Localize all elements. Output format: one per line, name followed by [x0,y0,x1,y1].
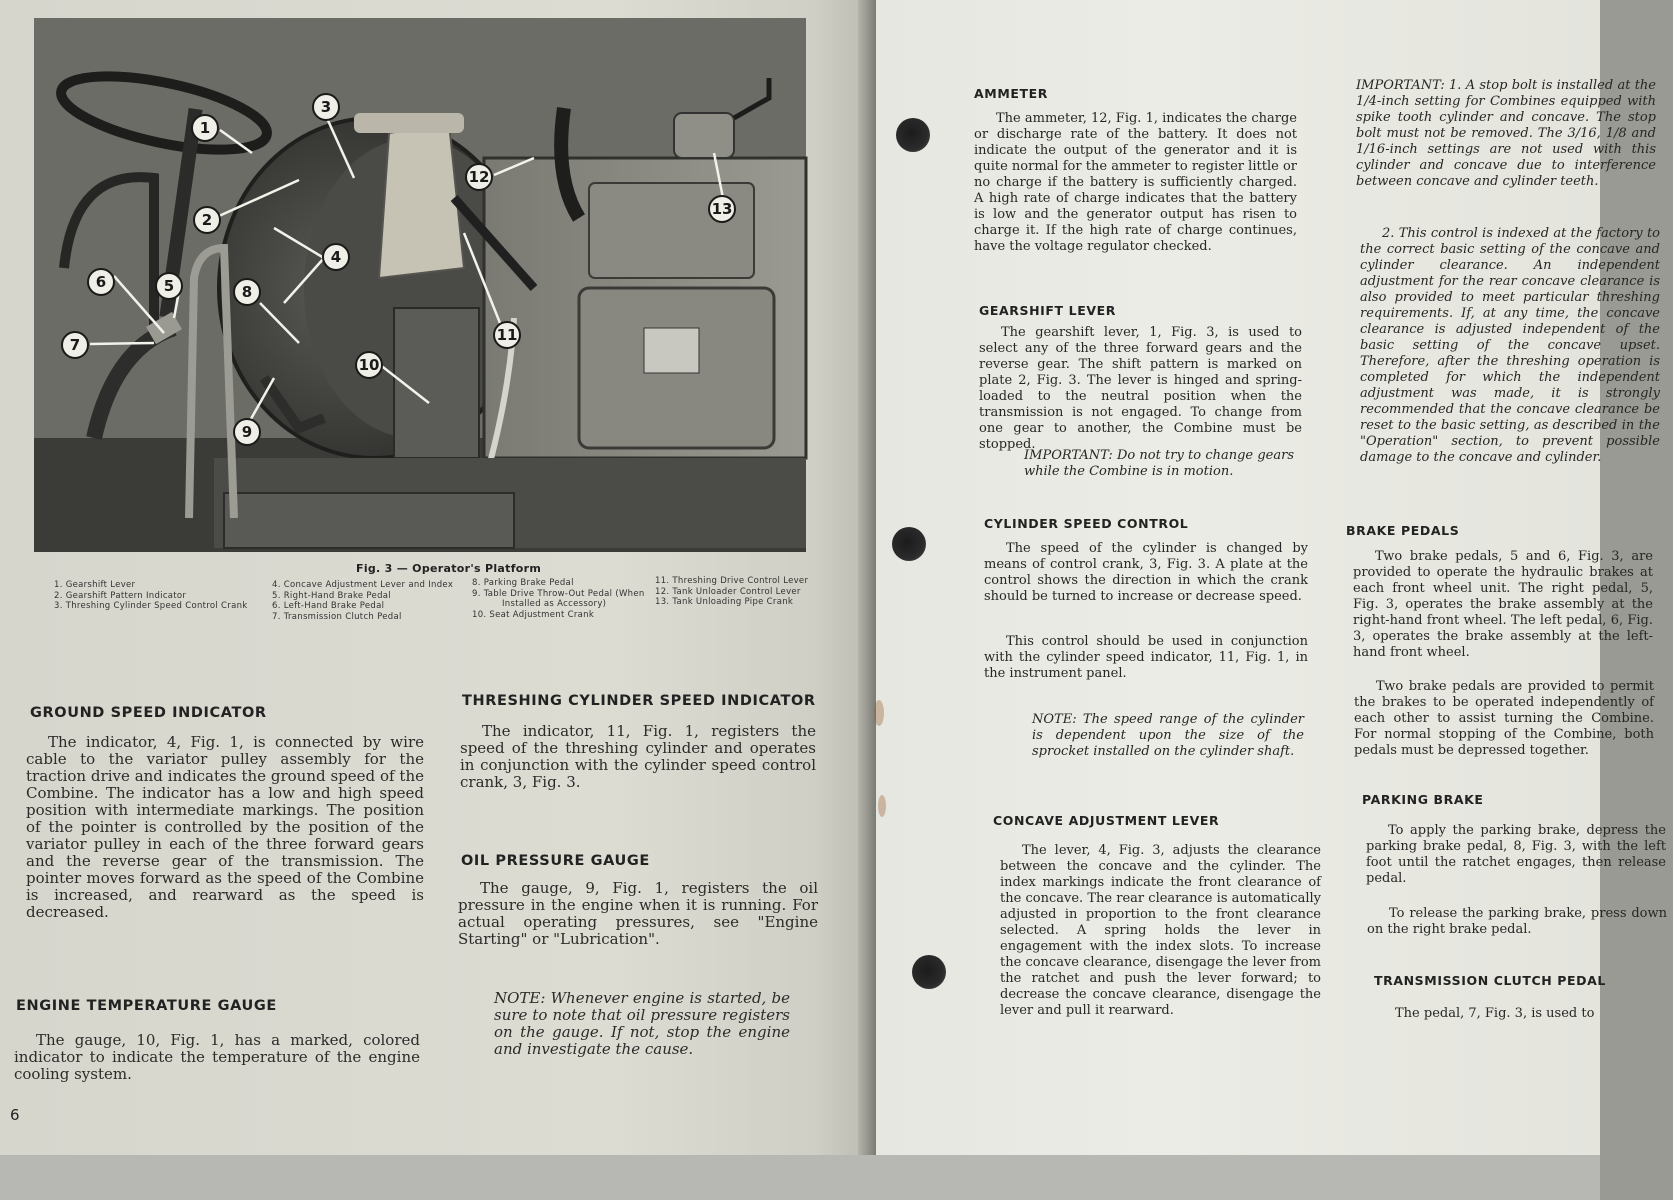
oil-pressure-text: The gauge, 9, Fig. 1, registers the oil pressure in the engine when it is running. For actual operating pressures, see "Engine Starting" or "Lubrication". [458,879,818,948]
callout-6: 6 [87,268,115,296]
parking-brake-text-2: To release the parking brake, press down on the right brake pedal. [1367,906,1667,937]
callout-1: 1 [191,114,219,142]
brake-pedals-text-2: Two brake pedals are provided to permit the brakes to be operated independently of each other to assist turning the Combine. For normal stopping of the Combine, both pedals must be depressed together. [1354,679,1654,758]
callout-9: 9 [233,418,261,446]
binder-hole [892,527,926,561]
ground-speed-text: The indicator, 4, Fig. 1, is connected by wire cable to the variator pulley assembly for the traction drive and indicates the ground speed of the Combine. The indicator has a low and high speed position with intermediate markings. The position of the pointer is controlled by the position of the variator pulley in each of the three forward gears and the reverse gear of the transmission. The pointer moves forward as the speed of the Combine is increased, and rearward as the speed is decreased. [26,733,424,921]
binder-hole [912,955,946,989]
cylinder-speed-text-1: The speed of the cylinder is changed by means of control crank, 3, Fig. 3. A plate at the control shows the direction in which the crank should be turned to increase or decrease speed. [984,541,1308,604]
parking-brake-heading: PARKING BRAKE [1362,792,1484,807]
legend-item: 3. Threshing Cylinder Speed Control Crank [54,601,248,611]
clutch-pedal-text: The pedal, 7, Fig. 3, is used to [1395,1006,1595,1021]
oil-pressure-note: NOTE: Whenever engine is started, be sure to note that oil pressure registers on the gauge. If not, stop the engine and investigate the cause. [494,989,790,1058]
threshing-cylinder-text: The indicator, 11, Fig. 1, registers the speed of the threshing cylinder and operates in conjunction with the cylinder speed control crank, 3, Fig. 3. [460,722,816,791]
concave-heading: CONCAVE ADJUSTMENT LEVER [993,813,1220,828]
figure-caption: Fig. 3 — Operator's Platform [356,562,542,575]
page-number: 6 [10,1106,20,1124]
cylinder-speed-text-2: This control should be used in conjunction with the cylinder speed indicator, 11, Fig. 1, in the instrument panel. [984,634,1308,681]
operator-platform-illustration [34,18,806,552]
ground-speed-heading: GROUND SPEED INDICATOR [30,705,267,721]
table-surface [0,1155,1600,1200]
brake-pedals-text-1: Two brake pedals, 5 and 6, Fig. 3, are provided to operate the hydraulic brakes at each front wheel unit. The right pedal, 5, Fig. 3, operates the brake assembly at the right-hand front wheel. The left pedal, 6, Fig. 3, operates the brake assembly at the left-hand front wheel. [1353,549,1653,660]
callout-3: 3 [312,93,340,121]
concave-text: The lever, 4, Fig. 3, adjusts the clearance between the concave and the cylinder. The index markings indicate the front clearance of the concave. The rear clearance is automatically adjusted in proportion to the front clearance selected. A spring holds the lever in engagement with the index slots. To increase the concave clearance, disengage the lever from the ratchet and push the lever forward; to decrease the concave clearance, disengage the lever and pull it rearward. [1000,843,1321,1018]
rust-stain [874,700,884,726]
threshing-cylinder-heading: THRESHING CYLINDER SPEED INDICATOR [462,693,816,709]
callout-11: 11 [493,321,521,349]
clutch-pedal-heading: TRANSMISSION CLUTCH PEDAL [1374,973,1606,988]
engine-temp-heading: ENGINE TEMPERATURE GAUGE [16,998,277,1014]
legend-item: 8. Parking Brake Pedal [472,578,574,588]
legend-item: 5. Right-Hand Brake Pedal [272,590,391,601]
legend-item: 2. Gearshift Pattern Indicator [54,590,187,601]
legend-item: 6. Left-Hand Brake Pedal [272,601,385,611]
legend-item: 4. Concave Adjustment Lever and Index [272,580,454,590]
ammeter-heading: AMMETER [974,86,1048,101]
legend-item: 7. Transmission Clutch Pedal [272,611,402,622]
callout-4: 4 [322,243,350,271]
legend-item: Installed as Accessory) [502,599,607,609]
right-page [876,0,1667,1200]
legend-item: 10. Seat Adjustment Crank [472,609,595,620]
figure-legend-col4 [655,576,808,608]
operator-platform-photo [34,18,806,552]
figure-legend-col3 [472,578,645,620]
gearshift-note: IMPORTANT: Do not try to change gears while the Combine is in motion. [1024,448,1294,479]
figure-legend-col2 [272,580,453,622]
rust-stain [878,795,886,817]
legend-item: 9. Table Drive Throw-Out Pedal (When [472,588,645,599]
callout-2: 2 [193,206,221,234]
gearshift-heading: GEARSHIFT LEVER [979,303,1116,318]
engine-temp-text: The gauge, 10, Fig. 1, has a marked, colored indicator to indicate the temperature of the engine cooling system. [14,1031,420,1083]
parking-brake-text-1: To apply the parking brake, depress the parking brake pedal, 8, Fig. 3, with the left foot until the ratchet engages, then release pedal. [1366,823,1666,886]
legend-item: 1. Gearshift Lever [54,580,136,590]
legend-item: 13. Tank Unloading Pipe Crank [655,597,794,607]
figure-legend-col1 [54,580,248,612]
callout-12: 12 [465,163,493,191]
important-note-2: 2. This control is indexed at the factory to the correct basic setting of the concave and cylinder clearance. An independent adjustment for the rear concave clearance is also provided to meet particular threshing requirements. If, at any time, the concave clearance is adjusted independent of the basic setting of the concave upset. Therefore, after the threshing operation is completed for which the independent adjustment was made, it is strongly recommended that the concave clearance be reset to the basic setting, as described in the "Operation" section, to prevent possible damage to the concave and cylinder. [1360,226,1660,465]
ammeter-text: The ammeter, 12, Fig. 1, indicates the charge or discharge rate of the battery. It does not indicate the output of the generator and it is quite normal for the ammeter to register little or no charge if the battery is sufficiently charged. A high rate of charge indicates that the battery is low and the generator output has risen to charge it. If the high rate of charge continues, have the voltage regulator checked. [974,111,1297,254]
callout-5: 5 [155,272,183,300]
legend-item: 12. Tank Unloader Control Lever [655,586,801,597]
cylinder-speed-heading: CYLINDER SPEED CONTROL [984,516,1189,531]
legend-item: 11. Threshing Drive Control Lever [655,576,809,586]
callout-10: 10 [355,351,383,379]
brake-pedals-heading: BRAKE PEDALS [1346,523,1460,538]
binder-hole [896,118,930,152]
callout-8: 8 [233,278,261,306]
gearshift-text: The gearshift lever, 1, Fig. 3, is used to select any of the three forward gears and the reverse gear. The shift pattern is marked on plate 2, Fig. 3. The lever is hinged and spring-loaded to the neutral position when the transmission is not engaged. To change from one gear to another, the Combine must be stopped. [979,325,1302,452]
oil-pressure-heading: OIL PRESSURE GAUGE [461,853,650,869]
cylinder-speed-note: NOTE: The speed range of the cylinder is dependent upon the size of the sprocket installed on the cylinder shaft. [1032,712,1304,759]
callout-13: 13 [708,195,736,223]
important-note-1: IMPORTANT: 1. A stop bolt is installed at the 1/4-inch setting for Combines equipped with spike tooth cylinder and concave. The stop bolt must not be removed. The 3/16, 1/8 and 1/16-inch settings are not used with this cylinder and concave due to interference between concave and cylinder teeth. [1356,78,1656,189]
callout-7: 7 [61,331,89,359]
